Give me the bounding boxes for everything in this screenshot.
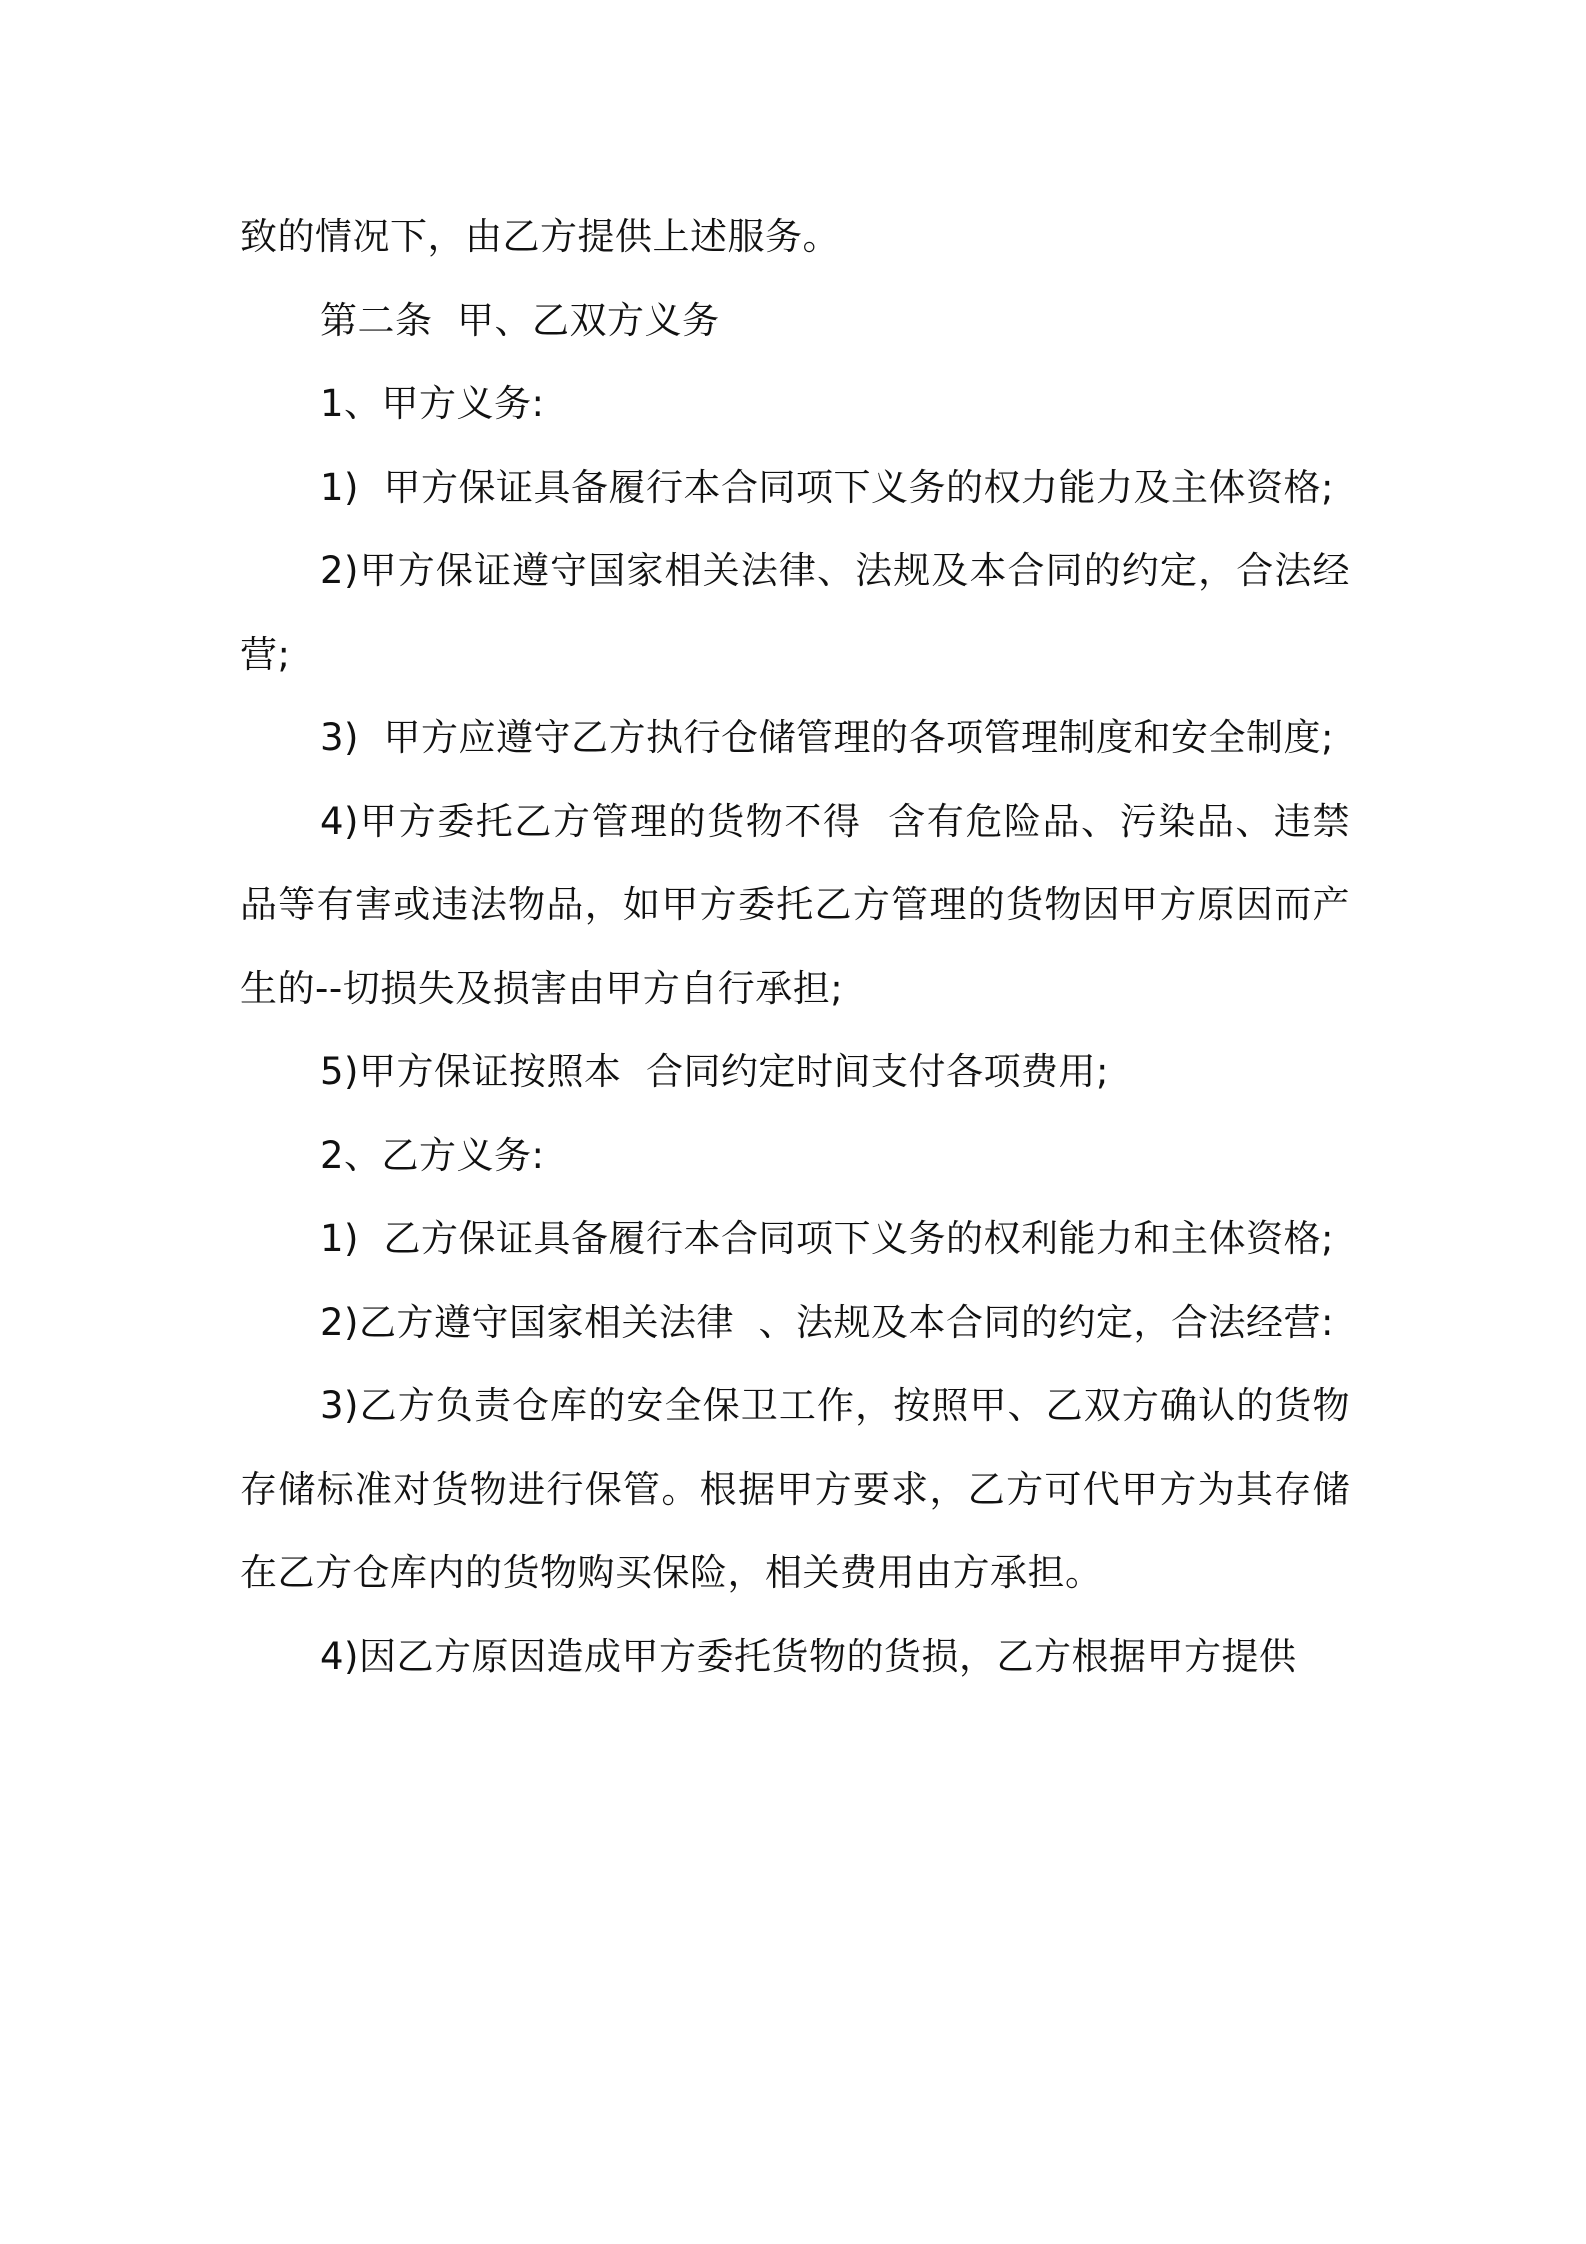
party-b-clause-2: 2)乙方遵守国家相关法律 、法规及本合同的约定，合法经营: [320,1300,1334,1344]
party-a-clause-4: 4)甲方委托乙方管理的货物不得 含有危险品、污染品、违禁品等有害或违法物品，如甲方委托乙方管理的货物因甲方原因而产生的--切损失及损害由甲方自行承担; [240,799,1350,1010]
article-heading: 第二条 甲、乙双方义务 [320,298,720,342]
document-body [240,195,1350,1698]
party-a-clause-5: 5)甲方保证按照本 合同约定时间支付各项费用; [320,1050,1109,1093]
party-a-clause-3: 3) 甲方应遵守乙方执行仓储管理的各项管理制度和安全制度; [320,716,1334,759]
party-b-clause-1: 1) 乙方保证具备履行本合同项下义务的权利能力和主体资格; [320,1217,1334,1260]
party-b-clause-4: 4)因乙方原因造成甲方委托货物的货损，乙方根据甲方提供 [320,1634,1297,1678]
section-heading-party-a: 1、甲方义务: [320,382,545,425]
party-a-clause-1: 1) 甲方保证具备履行本合同项下义务的权力能力及主体资格; [320,465,1334,509]
paragraph-continuation: 致的情况下，由乙方提供上述服务。 [240,215,840,258]
party-b-clause-3: 3)乙方负责仓库的安全保卫工作，按照甲、乙双方确认的货物存储标准对货物进行保管。根据甲方要求，乙方可代甲方为其存储在乙方仓库内的货物购买保险，相关费用由方承担。 [240,1384,1350,1594]
party-a-clause-2: 2)甲方保证遵守国家相关法律、法规及本合同的约定，合法经营; [240,549,1350,676]
section-heading-party-b: 2、乙方义务: [320,1133,545,1177]
